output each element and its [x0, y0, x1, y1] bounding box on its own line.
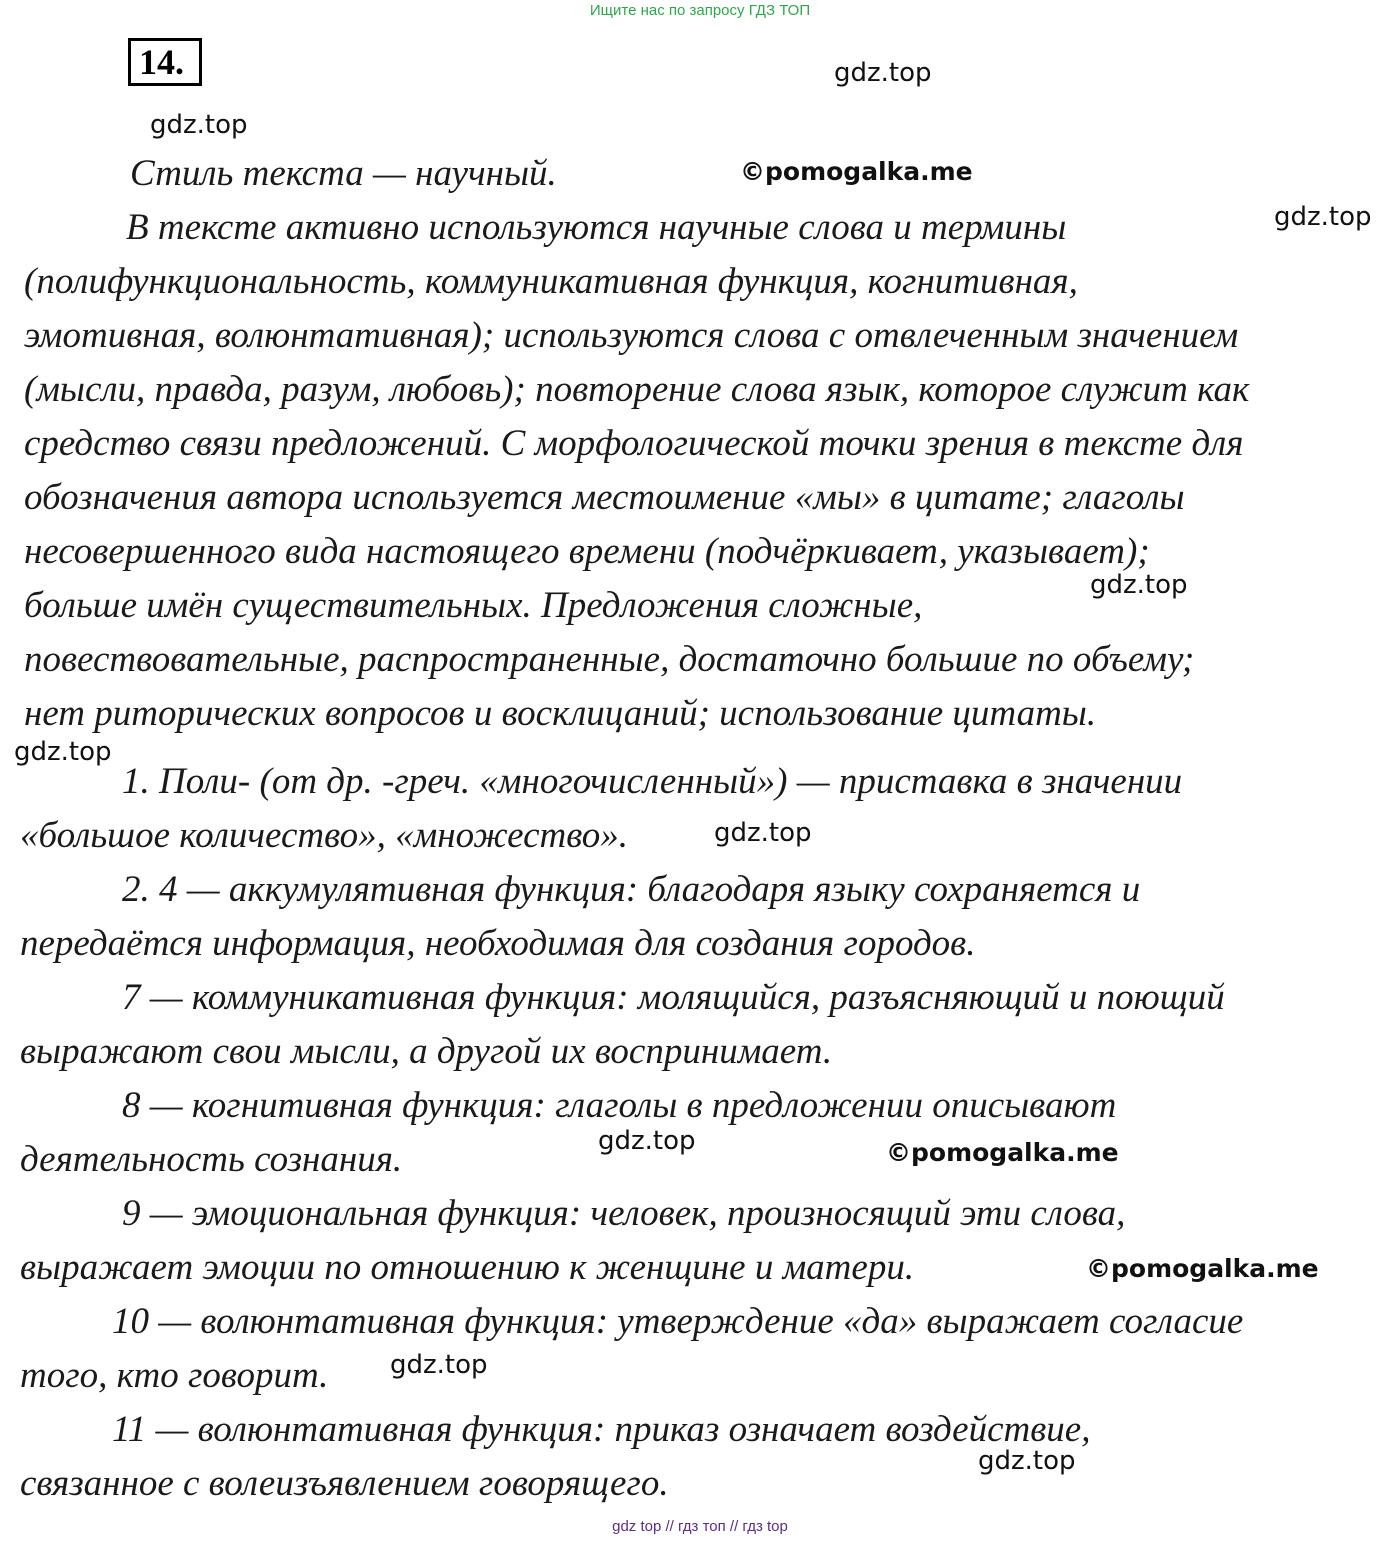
text-line: обозначения автора используется местоимение «мы» в цитате; глаголы: [24, 477, 1185, 518]
watermark-gdz: gdz.top: [1090, 570, 1188, 600]
watermark-pomogalka: ©pomogalka.me: [1086, 1254, 1319, 1283]
watermark-gdz: gdz.top: [14, 737, 112, 767]
text-line: «большое количество», «множество».: [20, 815, 629, 856]
watermark-gdz: gdz.top: [150, 110, 248, 140]
top-banner: Ищите нас по запросу ГДЗ ТОП: [589, 2, 811, 19]
text-line: 8 — когнитивная функция: глаголы в предложении описывают: [122, 1085, 1117, 1126]
watermark-gdz: gdz.top: [714, 818, 812, 848]
text-line: передаётся информация, необходимая для создания городов.: [20, 923, 976, 964]
text-line: больше имён существительных. Предложения сложные,: [24, 585, 923, 626]
text-line: нет риторических вопросов и восклицаний; использование цитаты.: [24, 693, 1097, 734]
footer: gdz top // гдз топ // гдз top: [612, 1518, 788, 1535]
watermark-pomogalka: ©pomogalka.me: [740, 157, 973, 186]
text-line: несовершенного вида настоящего времени (подчёркивает, указывает);: [24, 531, 1150, 572]
text-line: повествовательные, распространенные, достаточно большие по объему;: [24, 639, 1195, 680]
text-line: В тексте активно используются научные слова и термины: [126, 207, 1067, 248]
text-line: (мысли, правда, разум, любовь); повторение слова язык, которое служит как: [24, 369, 1250, 410]
text-line: выражают свои мысли, а другой их воспринимает.: [20, 1031, 833, 1072]
watermark-gdz: gdz.top: [978, 1446, 1076, 1476]
text-line: 10 — волюнтативная функция: утверждение «да» выражает согласие: [112, 1301, 1244, 1342]
text-line: того, кто говорит.: [20, 1355, 329, 1396]
watermark-gdz: gdz.top: [390, 1350, 488, 1380]
text-line: (полифункциональность, коммуникативная функция, когнитивная,: [24, 261, 1078, 302]
watermark-gdz: gdz.top: [834, 58, 932, 88]
text-line: выражает эмоции по отношению к женщине и матери.: [20, 1247, 915, 1288]
watermark-gdz: gdz.top: [1274, 202, 1372, 232]
text-line: 11 — волюнтативная функция: приказ означает воздействие,: [112, 1409, 1091, 1450]
text-line: 1. Поли- (от др. -греч. «многочисленный») — приставка в значении: [122, 761, 1183, 802]
task-number: 14.: [128, 38, 202, 86]
watermark-gdz: gdz.top: [598, 1126, 696, 1156]
text-line: средство связи предложений. С морфологической точки зрения в тексте для: [24, 423, 1244, 464]
text-line: 7 — коммуникативная функция: молящийся, разъясняющий и поющий: [122, 977, 1225, 1018]
watermark-pomogalka: ©pomogalka.me: [886, 1138, 1119, 1167]
text-line: 2. 4 — аккумулятивная функция: благодаря языку сохраняется и: [122, 869, 1141, 910]
text-line: связанное с волеизъявлением говорящего.: [20, 1463, 669, 1504]
text-line: деятельность сознания.: [20, 1139, 403, 1180]
text-line: эмотивная, волюнтативная); используются слова с отвлеченным значением: [24, 315, 1239, 356]
text-line: Стиль текста — научный.: [130, 153, 557, 194]
text-line: 9 — эмоциональная функция: человек, произносящий эти слова,: [122, 1193, 1126, 1234]
